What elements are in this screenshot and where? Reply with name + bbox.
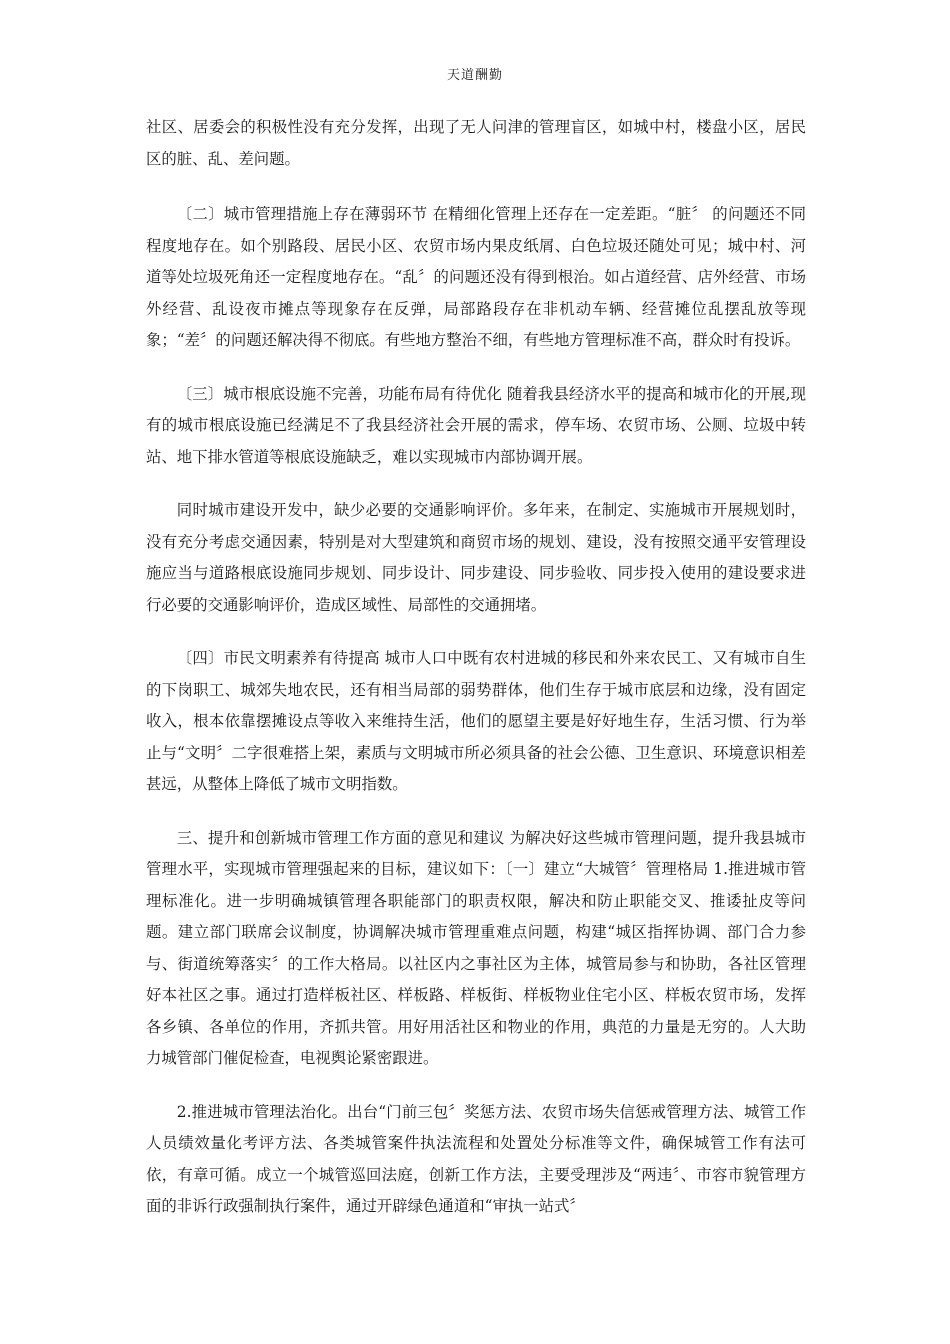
page-header: 天道酬勤 <box>446 68 503 83</box>
paragraph-6: 三、提升和创新城市管理工作方面的意见和建议 为解决好这些城市管理问题，提升我县城市管理水平，实现城市管理强起来的目标，建议如下：〔一〕建立“大城管〞管理格局 1.推进城市管理标准化。进一步明确城镇管理各职能部门的职责权限，解决和防止职能交叉、推诿扯皮等问题。建立部门联席会议制度，协调解决城市管理重难点问题，构建“城区指挥协调、部门合力参与、街道统筹落实〞的工作大格局。以社区内之事社区为主体，城管局参与和协助，各社区管理好本社区之事。通过打造样板社区、样板路、样板街、样板物业住宅小区、样板农贸市场，发挥各乡镇、各单位的作用，齐抓共管。用好用活社区和物业的作用，典范的力量是无穷的。人大助力城管部门催促检查，电视舆论紧密跟进。 <box>146 828 806 1067</box>
paragraph-7: 2.推进城市管理法治化。出台“门前三包〞奖惩方法、农贸市场失信惩戒管理方法、城管工作人员绩效量化考评方法、各类城管案件执法流程和处置处分标准等文件，确保城管工作有法可依，有章可循。成立一个城管巡回法庭，创新工作方法，主要受理涉及“两违〞、市容市貌管理方面的非诉行政强制执行案件，通过开辟绿色通道和“审执一站式〞 <box>146 1102 806 1215</box>
paragraph-4: 同时城市建设开发中，缺少必要的交通影响评价。多年来，在制定、实施城市开展规划时，没有充分考虑交通因素，特别是对大型建筑和商贸市场的规划、建设，没有按照交通平安管理设施应当与道路根底设施同步规划、同步设计、同步建设、同步验收、同步投入使用的建设要求进行必要的交通影响评价，造成区域性、局部性的交通拥堵。 <box>146 501 806 614</box>
paragraph-3: 〔三〕城市根底设施不完善，功能布局有待优化 随着我县经济水平的提高和城市化的开展,现有的城市根底设施已经满足不了我县经济社会开展的需求，停车场、农贸市场、公厕、垃圾中转站、地下排水管道等根底设施缺乏，难以实现城市内部协调开展。 <box>146 384 806 466</box>
paragraph-5: 〔四〕市民文明素养有待提高 城市人口中既有农村进城的移民和外来农民工、又有城市自生的下岗职工、城郊失地农民，还有相当局部的弱势群体，他们生存于城市底层和边缘，没有固定收入，根本依靠摆摊设点等收入来维持生活，他们的愿望主要是好好地生存，生活习惯、行为举止与“文明〞二字很难搭上架，素质与文明城市所必须具备的社会公德、卫生意识、环境意识相差甚远，从整体上降低了城市文明指数。 <box>146 649 806 793</box>
document-body <box>146 112 806 1245</box>
paragraph-1: 社区、居委会的积极性没有充分发挥，出现了无人问津的管理盲区，如城中村，楼盘小区，居民区的脏、乱、差问题。 <box>146 118 806 168</box>
paragraph-2: 〔二〕城市管理措施上存在薄弱环节 在精细化管理上还存在一定差距。“脏〞 的问题还不同程度地存在。如个别路段、居民小区、农贸市场内果皮纸屑、白色垃圾还随处可见；城中村、河道等处垃圾死角还一定程度地存在。“乱〞的问题还没有得到根治。如占道经营、店外经营、市场外经营、乱设夜市摊点等现象存在反弹，局部路段存在非机动车辆、经营摊位乱摆乱放等现象；“差〞的问题还解决得不彻底。有些地方整治不细，有些地方管理标准不高，群众时有投诉。 <box>146 205 806 349</box>
